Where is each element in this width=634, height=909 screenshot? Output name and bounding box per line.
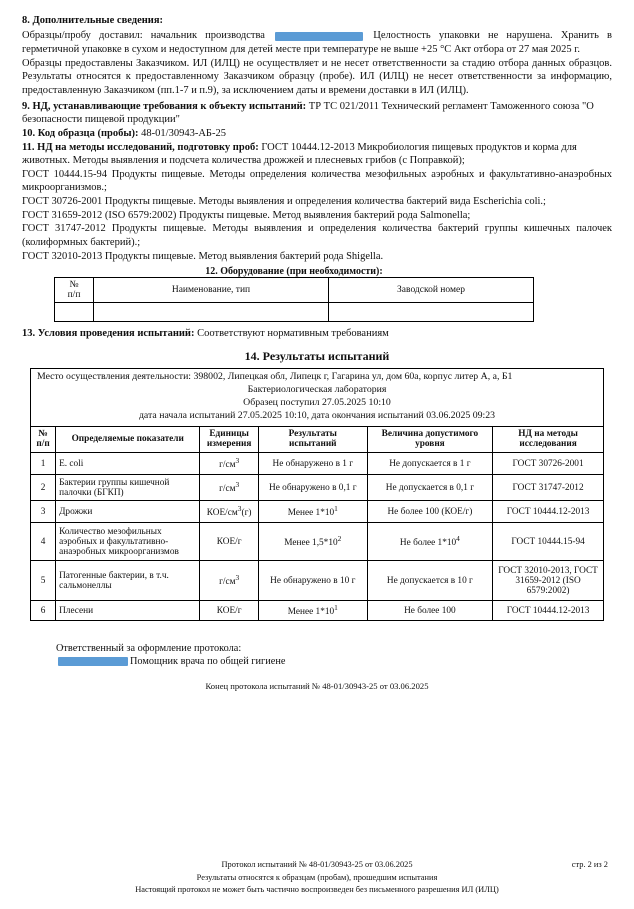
row-2-units-sup: 3 — [235, 480, 240, 490]
section-8-paragraph-2: Образцы предоставлены Заказчиком. ИЛ (ИЛЦ) не осуществляет и не несет ответственности за стадию отбора данных образцов. Результаты относятся к предоставленному Заказчиком образцу (пробе). ИЛ (ИЛЦ) не несет ответственности за информацию, предоставленную Заказчиком (пп.1-7 и п.9), за исключением даты и времени доставки в ИЛ (ИЛЦ). — [22, 57, 612, 96]
results-table-header-row — [31, 426, 604, 452]
row-5-num: 5 — [31, 561, 56, 601]
row-3-units-sup: 3 — [237, 504, 242, 514]
row-5-indicator: Патогенные бактерии, в т.ч. сальмонеллы — [56, 561, 200, 601]
equipment-table-row — [55, 303, 534, 322]
location-line-3: Образец поступил 27.05.2025 10:10 — [243, 396, 391, 408]
row-1-units-text: г/см — [219, 460, 236, 471]
section-11-line-4: ГОСТ 31659-2012 (ISO 6579:2002) Продукты пищевые. Метод выявления бактерий рода Salmonella; — [22, 209, 471, 221]
row-2-indicator: Бактерии группы кишечной палочки (БГКП) — [56, 475, 200, 501]
results-col-results-line1: Результаты — [288, 428, 337, 439]
equipment-col-serial: Заводской номер — [329, 278, 534, 303]
row-6-result-text: Менее 1*10 — [287, 607, 335, 618]
location-line-4: дата начала испытаний 27.05.2025 10:10, дата окончания испытаний 03.06.2025 09:23 — [138, 409, 496, 421]
row-4-num: 4 — [31, 523, 56, 561]
results-col-nd — [493, 426, 604, 452]
results-col-results — [258, 426, 367, 452]
responsible-position: Помощник врача по общей гигиене — [130, 656, 286, 668]
section-14-title: 14. Результаты испытаний — [244, 348, 390, 363]
row-4-units-text: КОЕ/г — [216, 536, 242, 547]
row-3-result — [258, 501, 367, 523]
section-11-line-3: ГОСТ 30726-2001 Продукты пищевые. Методы выявления и определения количества бактерий вида Escherichia coli.; — [22, 196, 546, 208]
row-1-num: 1 — [31, 453, 56, 475]
results-col-limit-line1: Величина допустимого — [381, 428, 479, 439]
row-4-units — [200, 523, 259, 561]
row-4-limit — [367, 523, 492, 561]
page-number: стр. 2 из 2 — [571, 860, 608, 870]
results-col-units — [200, 426, 259, 452]
section-11-line-2: ГОСТ 10444.15-94 Продукты пищевые. Методы определения количества мезофильных аэробных и факультативно-анаэробных микроорганизмов.; — [22, 168, 612, 194]
row-4-indicator: Количество мезофильных аэробных и факультативно-анаэробных микроорганизмов — [56, 523, 200, 561]
results-col-num — [31, 426, 56, 452]
responsible-label: Ответственный за оформление протокола: — [56, 643, 242, 655]
row-2-units-text: г/см — [219, 484, 236, 495]
row-6-result — [258, 601, 367, 621]
equipment-cell-num — [55, 303, 94, 322]
results-col-nd-line2: исследования — [519, 439, 577, 450]
equipment-cell-name — [94, 303, 329, 322]
redaction-bar-name — [275, 32, 363, 41]
row-6-units — [200, 601, 259, 621]
table-row — [31, 453, 604, 475]
location-box — [30, 368, 604, 426]
row-6-limit: Не более 100 — [367, 601, 492, 621]
row-3-indicator: Дрожжи — [56, 501, 200, 523]
row-3-num: 3 — [31, 501, 56, 523]
row-4-limit-sup: 4 — [456, 534, 460, 544]
equipment-col-num-line1: № — [69, 280, 79, 291]
row-6-indicator: Плесени — [56, 601, 200, 621]
row-4-result-sup: 2 — [337, 534, 342, 544]
table-row — [31, 561, 604, 601]
location-line-1: Место осуществления деятельности: 398002, Липецкая обл, Липецк г, Гагарина ул, дом 60а, корпус литер А, а, Б1 — [37, 370, 513, 382]
table-row — [31, 601, 604, 621]
footer-line-2: Результаты относятся к образцам (пробам), прошедшим испытания — [196, 872, 438, 882]
responsible-signature-line — [56, 656, 612, 667]
equipment-table — [54, 277, 534, 322]
row-3-units-tail: (г) — [241, 508, 252, 519]
table-row — [31, 523, 604, 561]
row-1-units-sup: 3 — [235, 456, 240, 466]
results-col-indicator: Определяемые показатели — [56, 426, 200, 452]
row-6-units-text: КОЕ/г — [216, 605, 242, 616]
section-9 — [22, 100, 612, 127]
results-col-num-line2: п/п — [36, 439, 50, 450]
end-of-protocol-note: Конец протокола испытаний № 48-01/30943-25 от 03.06.2025 — [205, 681, 429, 692]
table-row — [31, 501, 604, 523]
row-2-result: Не обнаружено в 0,1 г — [258, 475, 367, 501]
section-11 — [22, 141, 612, 168]
footer-inner — [0, 859, 634, 897]
row-2-limit: Не допускается в 0,1 г — [367, 475, 492, 501]
row-4-nd: ГОСТ 10444.15-94 — [493, 523, 604, 561]
section-10-label: 10. Код образца (пробы): — [22, 127, 139, 139]
section-13-label: 13. Условия проведения испытаний: — [22, 328, 195, 340]
row-2-nd: ГОСТ 31747-2012 — [493, 475, 604, 501]
section-11-label: 11. НД на методы исследований, подготовку проб: — [22, 141, 259, 153]
row-5-units-sup: 3 — [235, 573, 240, 583]
results-col-results-line2: испытаний — [289, 439, 337, 450]
row-5-units — [200, 561, 259, 601]
row-1-result: Не обнаружено в 1 г — [258, 453, 367, 475]
results-col-limit-line2: уровня — [415, 439, 445, 450]
section-11-line-5: ГОСТ 31747-2012 Продукты пищевые. Методы выявления и определения количества бактерий группы кишечных палочек (колиформных бактерий).; — [22, 223, 612, 249]
redaction-bar-signature — [58, 657, 128, 666]
results-col-num-line1: № — [38, 428, 48, 439]
row-6-result-sup: 1 — [334, 603, 338, 613]
row-3-units — [200, 501, 259, 523]
row-4-result — [258, 523, 367, 561]
row-3-result-sup: 1 — [334, 504, 338, 514]
row-6-num: 6 — [31, 601, 56, 621]
row-1-nd: ГОСТ 30726-2001 — [493, 453, 604, 475]
results-col-units-line1: Единицы — [209, 428, 249, 439]
section-13-value: Соответствуют нормативным требованиям — [197, 328, 389, 340]
table-row — [31, 475, 604, 501]
section-9-label: 9. НД, устанавливающие требования к объекту испытаний: — [22, 100, 307, 112]
row-4-result-text: Менее 1,5*10 — [284, 538, 338, 549]
section-8-delivered-by-label: Образцы/пробу доставил: начальник производства — [22, 30, 265, 42]
row-3-result-text: Менее 1*10 — [287, 508, 335, 519]
equipment-cell-serial — [329, 303, 534, 322]
equipment-col-num-line2: п/п — [67, 290, 81, 301]
footer-line-1: Протокол испытаний № 48-01/30943-25 от 03.06.2025 — [221, 860, 413, 870]
row-1-units — [200, 453, 259, 475]
page-footer — [0, 859, 634, 897]
location-line-2: Бактериологическая лаборатория — [247, 383, 387, 395]
row-3-limit: Не более 100 (КОЕ/г) — [367, 501, 492, 523]
section-9-value: ТР ТС 021/2011 Технический регламент Таможенного союза "О безопасности пищевой продукции" — [22, 100, 594, 126]
row-2-num: 2 — [31, 475, 56, 501]
section-8-paragraph-1 — [22, 29, 612, 56]
row-4-limit-text: Не более 1*10 — [399, 538, 457, 549]
row-1-limit: Не допускается в 1 г — [367, 453, 492, 475]
section-10 — [22, 127, 612, 141]
row-2-units — [200, 475, 259, 501]
section-8-packaging-text: Целостность упаковки не нарушена. Хранить в герметичной упаковке в сухом и недоступном для детей месте при температуре не выше +25 °С Акт отбора от 27 мая 2025 г. — [22, 30, 613, 56]
results-col-units-line2: измерения — [206, 439, 252, 450]
section-11-line-1: ГОСТ 10444.12-2013 Микробиология пищевых продуктов и корма для животных. Методы выявления и подсчета количества дрожжей и плесневых грибов (с Поправкой); — [22, 141, 577, 167]
row-6-nd: ГОСТ 10444.12-2013 — [493, 601, 604, 621]
row-3-nd: ГОСТ 10444.12-2013 — [493, 501, 604, 523]
results-col-limit — [367, 426, 492, 452]
results-table — [30, 426, 604, 621]
row-5-units-text: г/см — [219, 577, 236, 588]
row-5-nd: ГОСТ 32010-2013, ГОСТ 31659-2012 (ISO 6579:2002) — [493, 561, 604, 601]
section-8-title: 8. Дополнительные сведения: — [22, 15, 164, 26]
row-3-units-text: КОЕ/см — [206, 508, 238, 519]
section-12-title: 12. Оборудование (при необходимости): — [205, 266, 383, 278]
results-col-nd-line1: НД на методы — [518, 428, 578, 439]
section-10-value: 48-01/30943-АБ-25 — [141, 127, 226, 139]
row-5-result: Не обнаружено в 10 г — [258, 561, 367, 601]
row-5-limit: Не допускается в 10 г — [367, 561, 492, 601]
section-11-line-6: ГОСТ 32010-2013 Продукты пищевые. Метод выявления бактерий рода Shigella. — [22, 250, 384, 262]
row-1-indicator: E. coli — [56, 453, 200, 475]
equipment-col-name: Наименование, тип — [94, 278, 329, 303]
section-12-block — [54, 266, 534, 322]
section-13 — [22, 327, 612, 341]
equipment-table-header-row — [55, 278, 534, 303]
responsible-block — [22, 643, 612, 667]
results-block — [22, 368, 612, 621]
equipment-col-num — [55, 278, 94, 303]
footer-line-3: Настоящий протокол не может быть частично воспроизведен без письменного разрешения ИЛ (ИЛЦ) — [135, 885, 499, 895]
